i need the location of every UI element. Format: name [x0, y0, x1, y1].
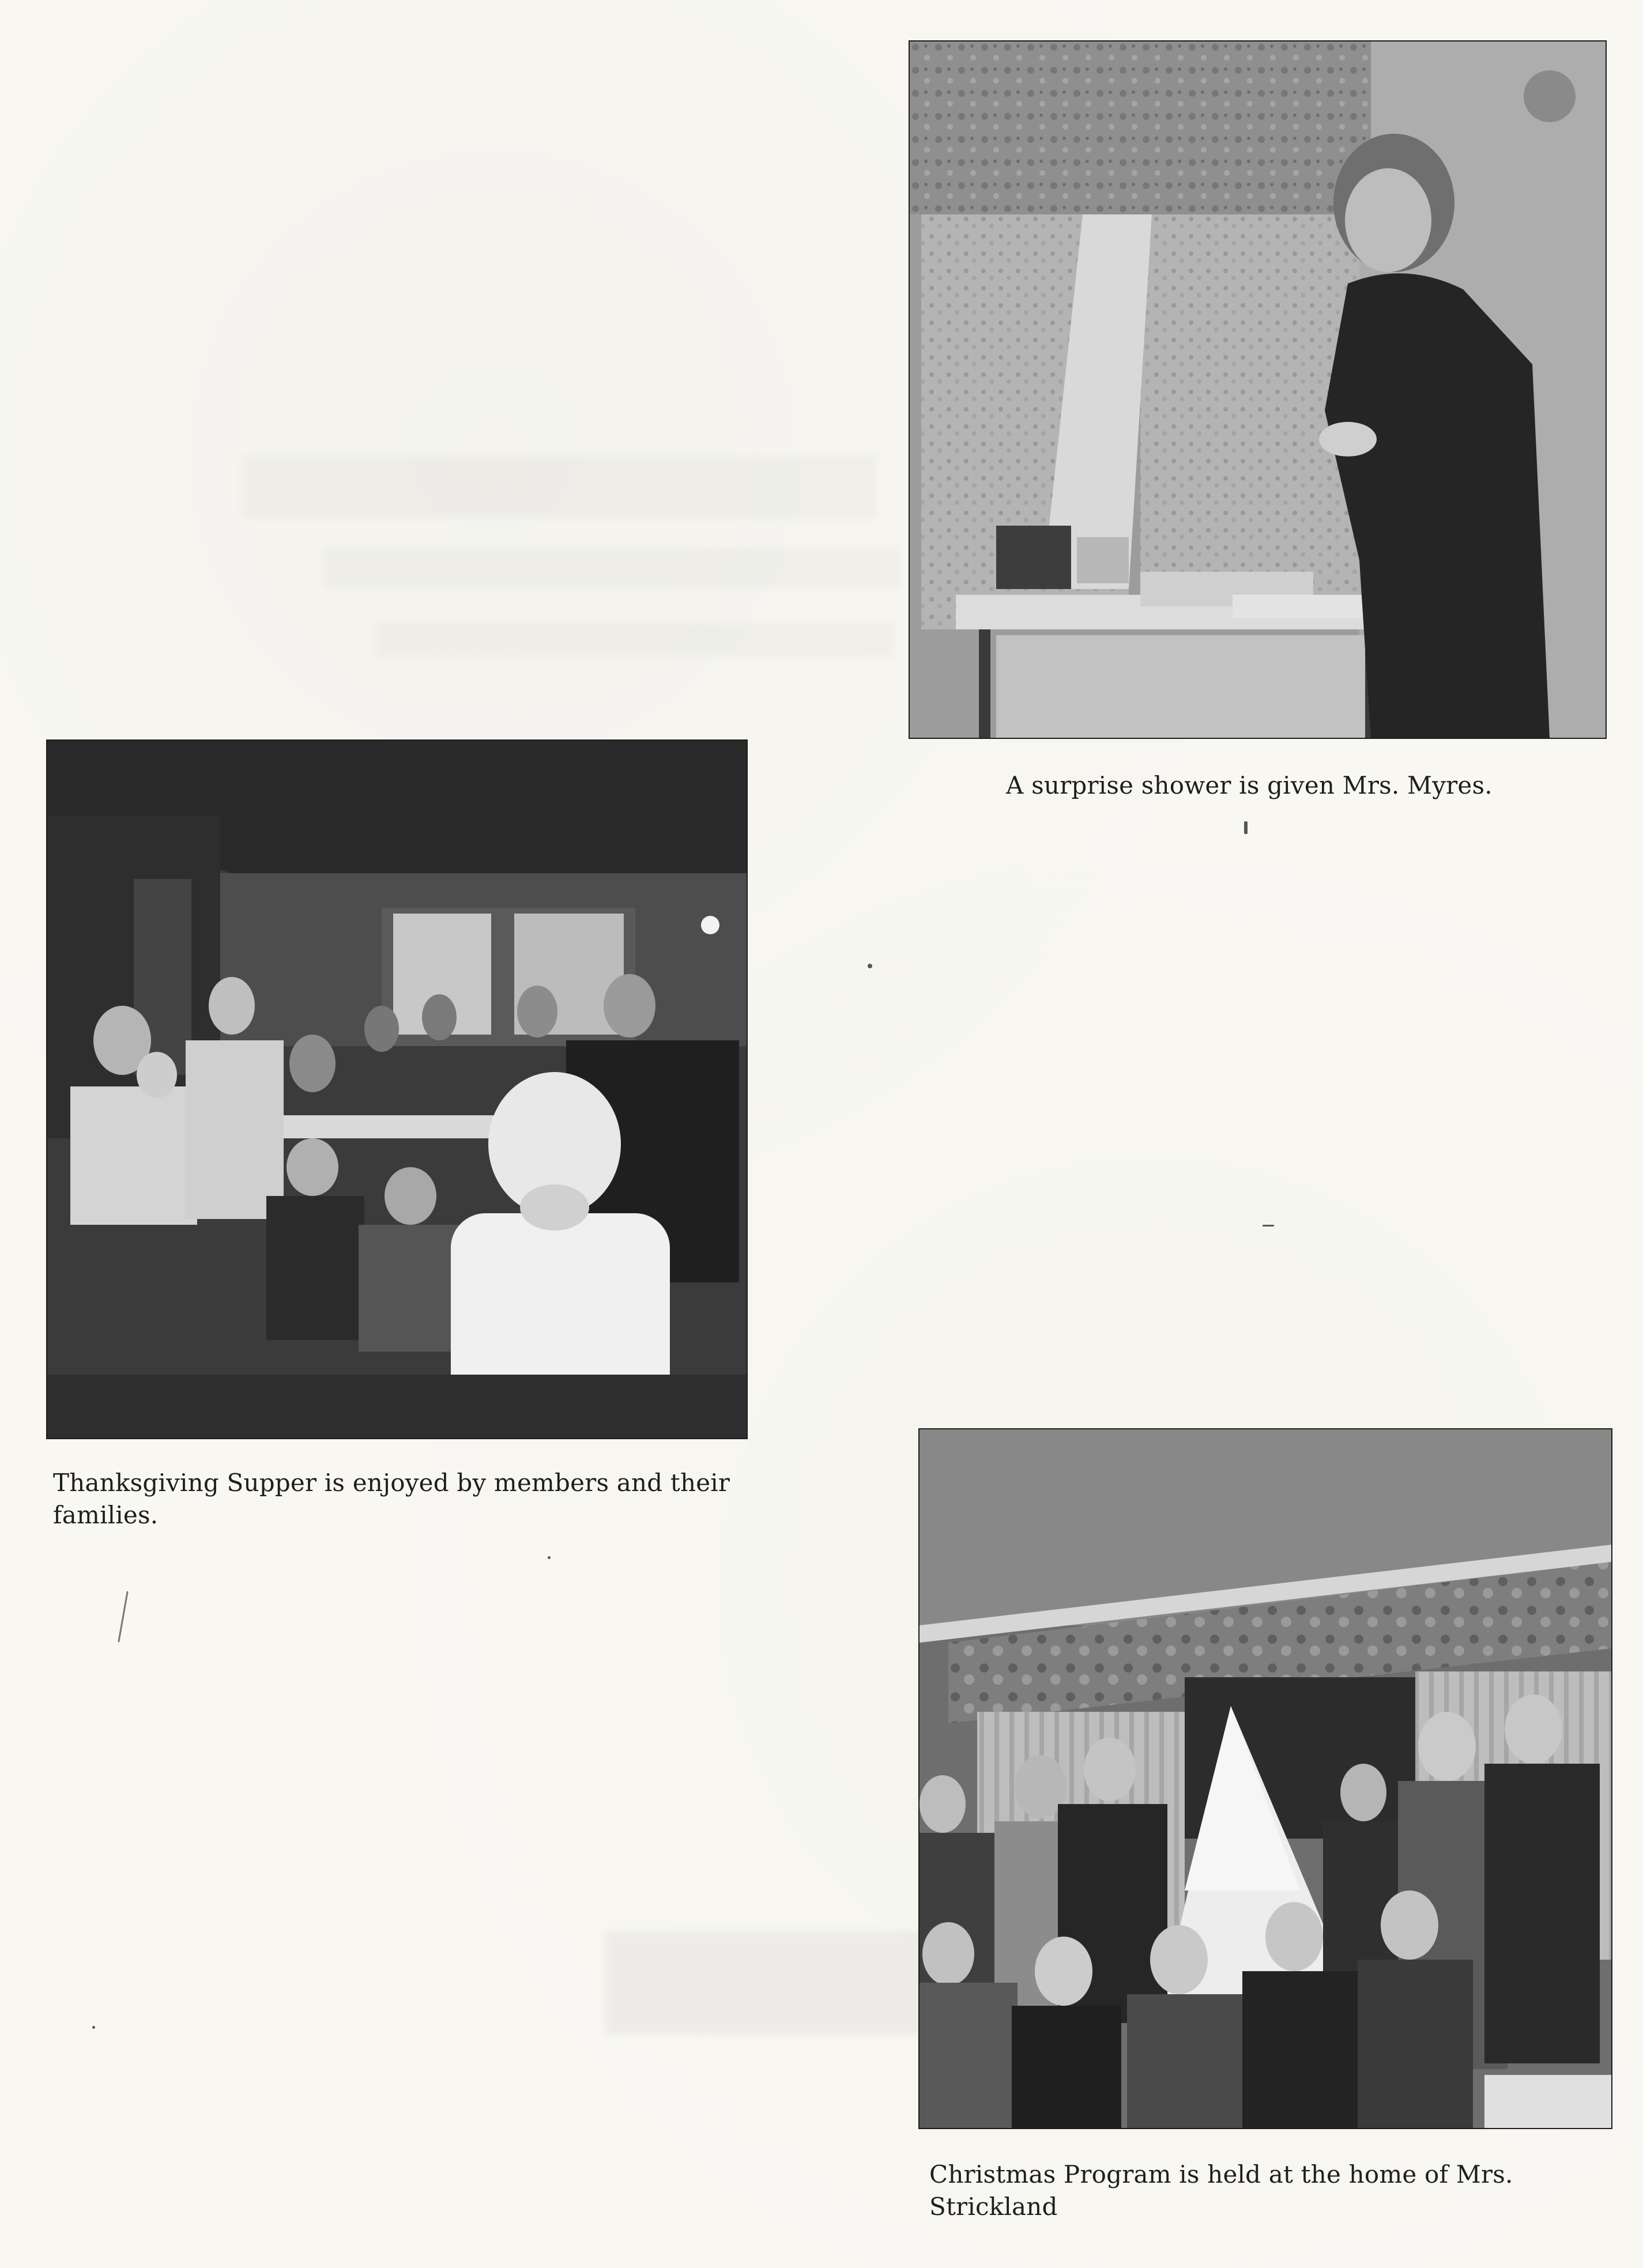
- photo-surprise-shower-image: [910, 41, 1606, 738]
- print-speck: [868, 964, 872, 968]
- photo-thanksgiving-supper: [47, 741, 747, 1438]
- photo-christmas-program-image: [920, 1429, 1611, 2128]
- print-speck: [1263, 1225, 1274, 1227]
- bleed-through-mark: [375, 622, 894, 657]
- print-speck: [548, 1556, 551, 1559]
- caption-thanksgiving-supper: Thanksgiving Supper is enjoyed by members and their families.: [53, 1469, 730, 1529]
- bleed-through-mark: [242, 455, 876, 519]
- print-speck: [92, 2026, 95, 2029]
- photo-surprise-shower: [910, 41, 1606, 738]
- print-speck: [118, 1591, 129, 1642]
- bleed-through-mark: [323, 548, 899, 588]
- photo-thanksgiving-supper-image: [47, 741, 747, 1438]
- photo-christmas-program: [920, 1429, 1611, 2128]
- caption-christmas-program: Christmas Program is held at the home of Mrs. Strickland: [929, 2160, 1513, 2221]
- print-speck: [1244, 821, 1248, 834]
- bleed-through-mark: [605, 1931, 951, 2035]
- caption-surprise-shower: A surprise shower is given Mrs. Myres.: [1006, 771, 1493, 799]
